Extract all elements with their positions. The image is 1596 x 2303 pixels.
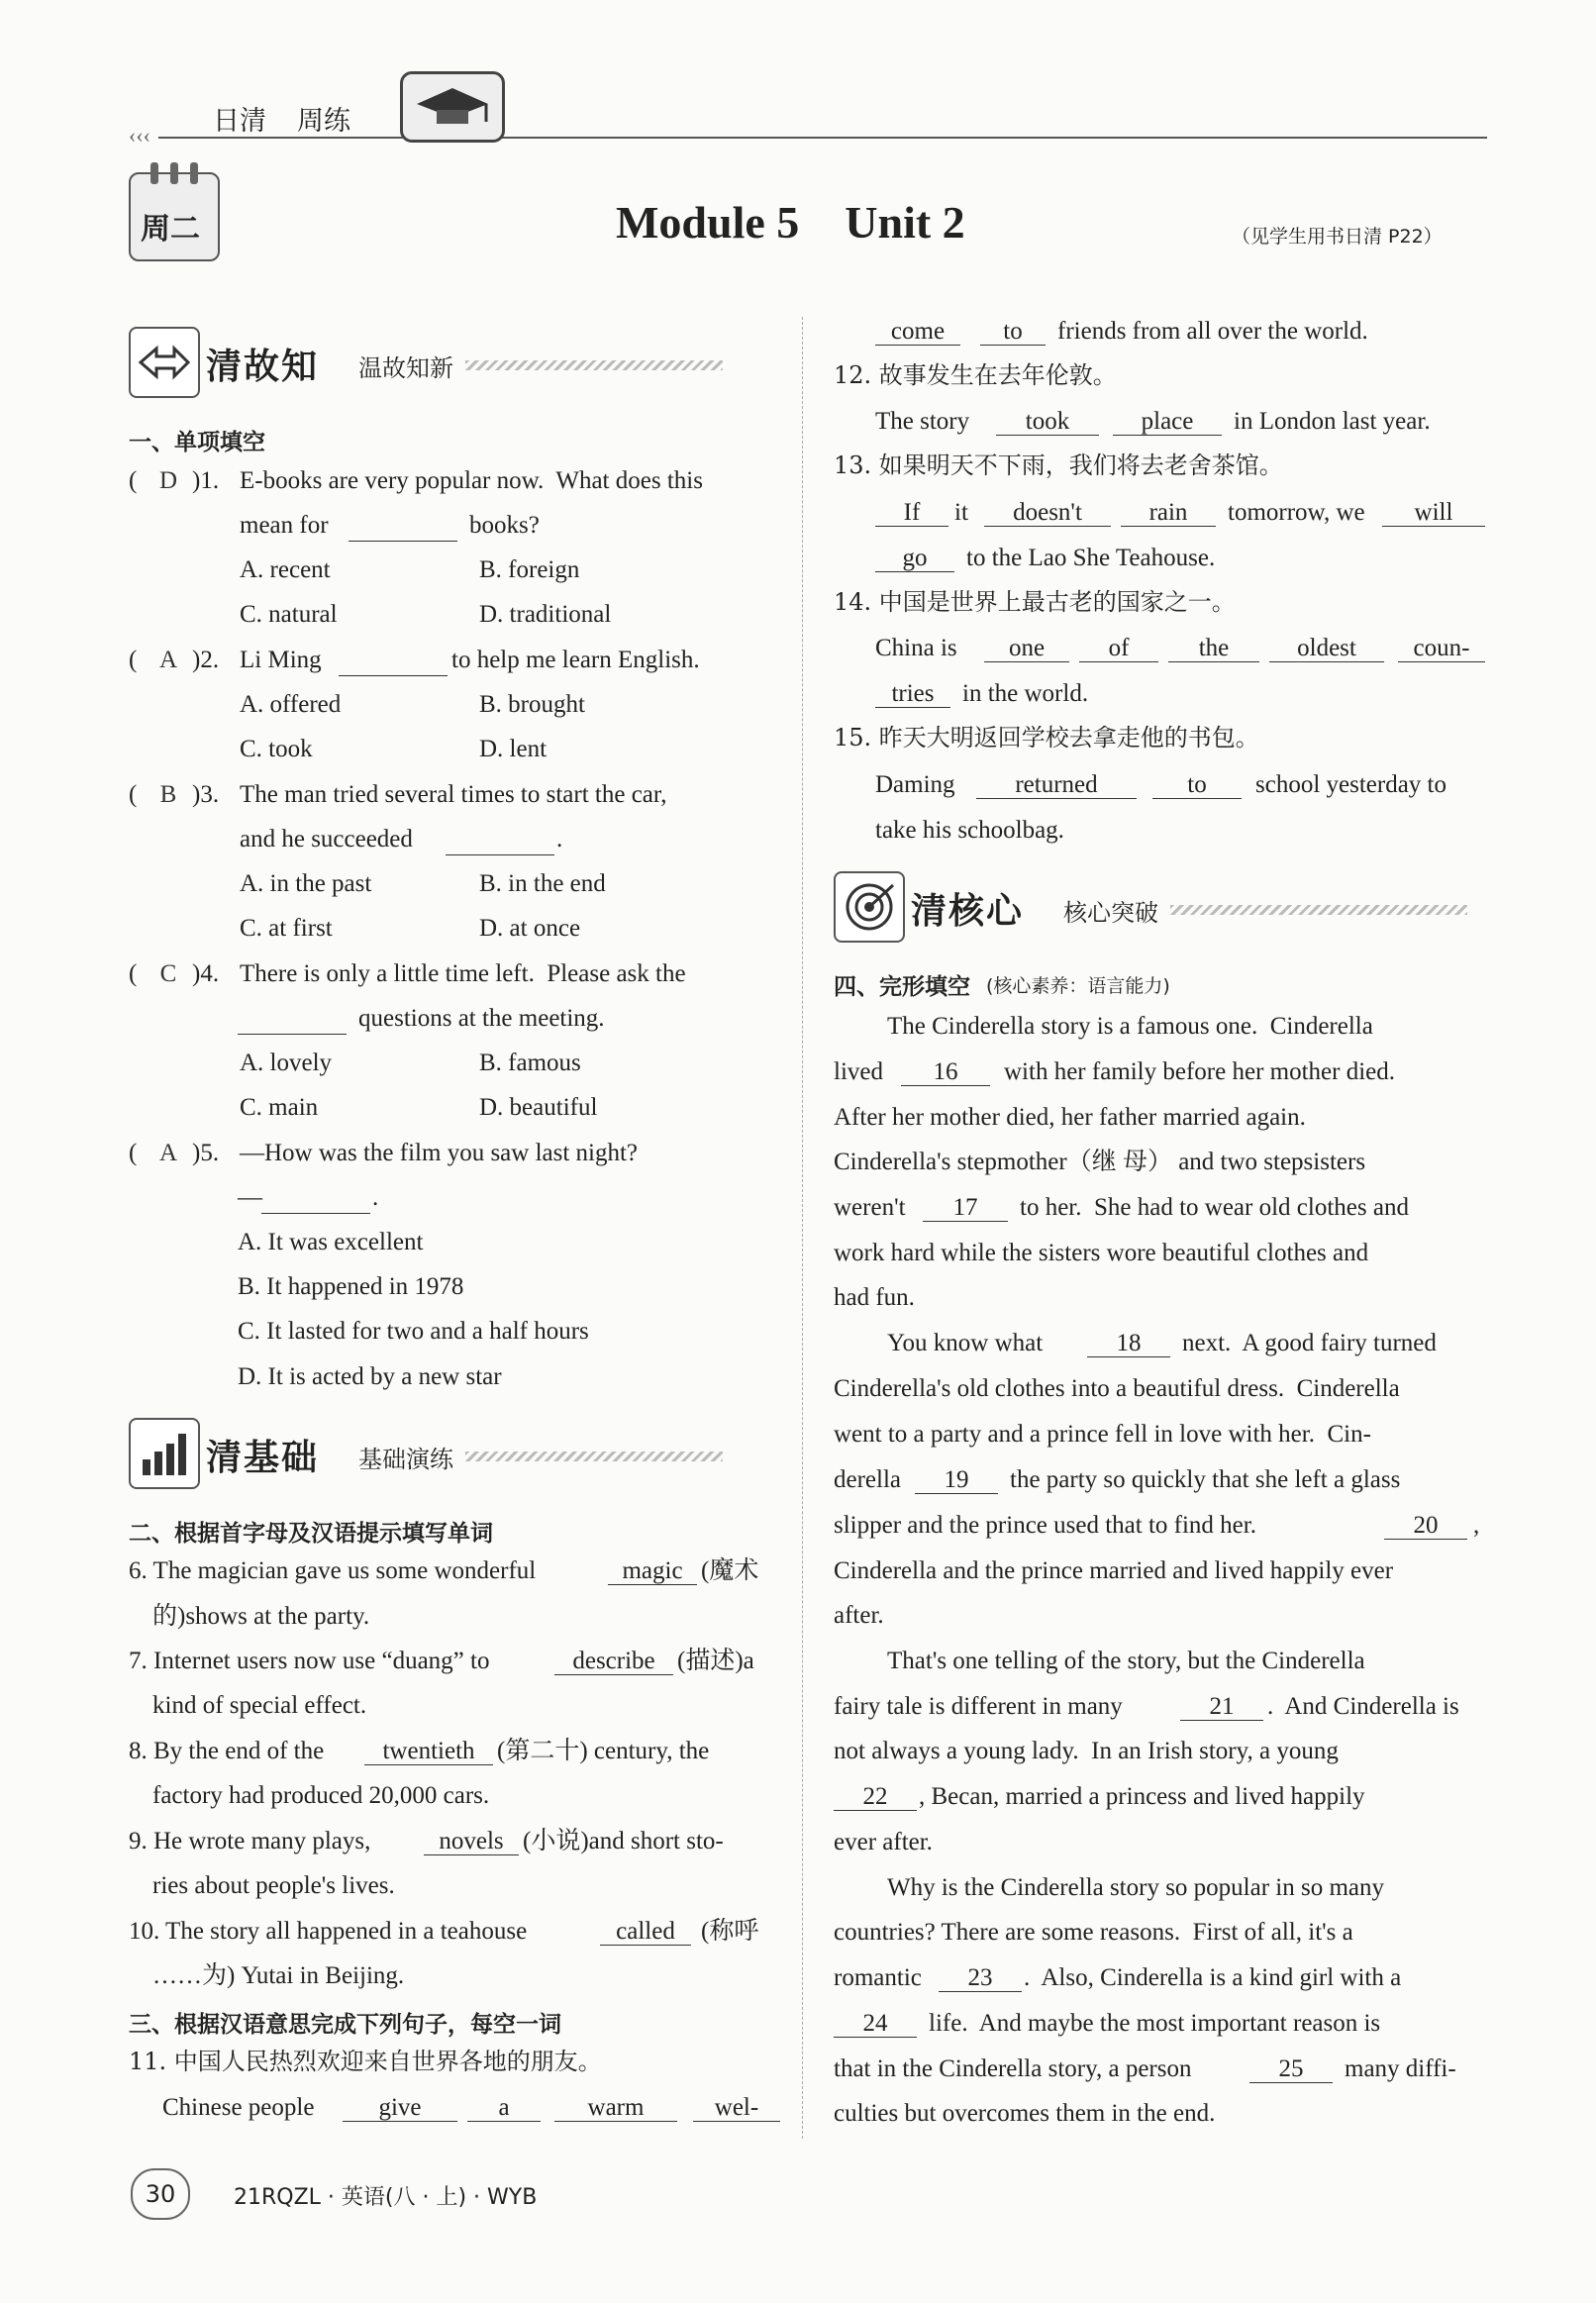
footer-text: 21RQZL · 英语(八 · 上) · WYB	[234, 2185, 538, 2210]
part1-heading: 一、单项填空	[129, 430, 265, 455]
q10-answer: called	[600, 1919, 691, 1946]
page-title: Module 5 Unit 2	[616, 197, 965, 248]
q14-answer-1: one	[984, 636, 1069, 662]
target-icon	[834, 871, 905, 943]
q14-answer-2: of	[1079, 636, 1158, 662]
q5-option-d: D. It is acted by a new star	[238, 1363, 502, 1390]
q3-option-d: D. at once	[479, 915, 581, 942]
q15-answer-1: returned	[976, 772, 1137, 799]
cloze-23: 23	[939, 1965, 1022, 1992]
q1-answer: D	[158, 467, 178, 494]
q3-option-b: B. in the end	[479, 870, 606, 897]
q5-blank	[261, 1187, 370, 1214]
cloze-18: 18	[1087, 1331, 1170, 1357]
section-subtitle: 基础演练	[358, 1446, 453, 1473]
q14-answer-6: tries	[875, 681, 950, 708]
part4-note: (核心素养：语言能力)	[986, 975, 1170, 997]
cloze-21: 21	[1180, 1694, 1263, 1721]
q6-answer: magic	[608, 1558, 697, 1585]
q9-answer: novels	[424, 1829, 519, 1855]
q4-option-a: A. lovely	[240, 1050, 333, 1076]
q12-answer-1: took	[996, 409, 1099, 436]
bar-chart-icon	[129, 1418, 200, 1489]
brand-a: 日清	[213, 106, 266, 137]
section-bar	[1170, 905, 1467, 915]
q2-option-a: A. offered	[240, 691, 342, 718]
q5-option-c: C. It lasted for two and a half hours	[238, 1318, 589, 1345]
q2-option-d: D. lent	[479, 736, 548, 762]
section-bar	[465, 360, 723, 370]
section-subtitle: 温故知新	[358, 354, 453, 382]
q3-option-a: A. in the past	[240, 870, 372, 897]
q4-answer: C	[159, 960, 177, 987]
see-reference: （见学生用书日清 P22）	[1232, 226, 1443, 248]
q14-answer-4: oldest	[1269, 636, 1384, 662]
q2-blank	[339, 650, 448, 676]
cloze-16: 16	[901, 1059, 990, 1086]
section-title: 清核心	[911, 891, 1025, 932]
part2-heading: 二、根据首字母及汉语提示填写单词	[129, 1521, 493, 1547]
q2-answer: A	[158, 647, 178, 673]
q3-blank	[446, 829, 554, 855]
q4-option-b: B. famous	[479, 1050, 581, 1076]
calendar-icon	[129, 172, 220, 261]
q11-answer-2: a	[467, 2095, 541, 2122]
page-number: 30	[145, 2180, 176, 2208]
part3-heading: 三、根据汉语意思完成下列句子，每空一词	[129, 2012, 561, 2038]
section-bar	[465, 1452, 723, 1461]
q2-option-b: B. brought	[479, 691, 585, 718]
q11-answer-4: wel-	[693, 2095, 780, 2122]
q3-answer: B	[159, 781, 177, 808]
q2-option-c: C. took	[240, 736, 313, 762]
q11-answer-5: come	[875, 319, 960, 346]
q14-answer-3: the	[1168, 636, 1259, 662]
graduation-cap-icon	[400, 71, 505, 143]
section-core-header	[834, 871, 1497, 939]
section-title: 清故知	[206, 347, 320, 387]
cloze-25: 25	[1249, 2056, 1333, 2083]
day-label: 周二	[141, 212, 200, 247]
q11-answer-6: to	[980, 319, 1046, 346]
q4-blank	[238, 1008, 347, 1035]
q11-answer-1: give	[343, 2095, 457, 2122]
section-title: 清基础	[206, 1438, 320, 1478]
q8-answer: twentieth	[364, 1739, 493, 1765]
q1-option-d: D. traditional	[479, 601, 612, 628]
q1-option-a: A. recent	[240, 556, 331, 583]
section-subtitle: 核心突破	[1063, 899, 1158, 927]
q5-option-a: A. It was excellent	[238, 1229, 424, 1255]
cloze-19: 19	[915, 1467, 998, 1494]
q11-answer-3: warm	[554, 2095, 677, 2122]
section-basics-header	[129, 1418, 792, 1485]
header-rule	[158, 137, 1487, 139]
q5-answer: A	[158, 1140, 178, 1166]
q13-answer-3: rain	[1121, 500, 1216, 527]
q1-stem: E-books are very popular now. What does this	[240, 467, 703, 494]
header	[0, 0, 1596, 149]
cloze-22: 22	[834, 1784, 917, 1811]
q12-answer-2: place	[1113, 409, 1222, 436]
brand-b: 周练	[297, 106, 350, 137]
q15-answer-2: to	[1152, 772, 1242, 799]
section-review-header	[129, 327, 792, 394]
q13-answer-4: will	[1382, 500, 1485, 527]
double-arrow-icon	[129, 327, 200, 398]
cloze-24: 24	[834, 2011, 917, 2038]
q3-option-c: C. at first	[240, 915, 333, 942]
q5-option-b: B. It happened in 1978	[238, 1273, 464, 1300]
q13-answer-2: doesn't	[984, 500, 1111, 527]
q13-answer-5: go	[875, 546, 954, 572]
q1-option-b: B. foreign	[479, 556, 580, 583]
cloze-20: 20	[1384, 1513, 1467, 1540]
cloze-17: 17	[923, 1195, 1008, 1222]
q1-blank	[349, 515, 457, 542]
q4-option-c: C. main	[240, 1094, 319, 1121]
q1-option-c: C. natural	[240, 601, 338, 628]
column-divider	[802, 317, 803, 2139]
q7-answer: describe	[554, 1649, 673, 1675]
part4-heading: 四、完形填空	[834, 974, 970, 1000]
q14-answer-5: coun-	[1398, 636, 1485, 662]
q4-option-d: D. beautiful	[479, 1094, 598, 1121]
arrows-icon: ‹‹‹	[129, 123, 150, 148]
q13-answer-1: If	[875, 500, 948, 527]
page-number-badge	[131, 2168, 190, 2220]
